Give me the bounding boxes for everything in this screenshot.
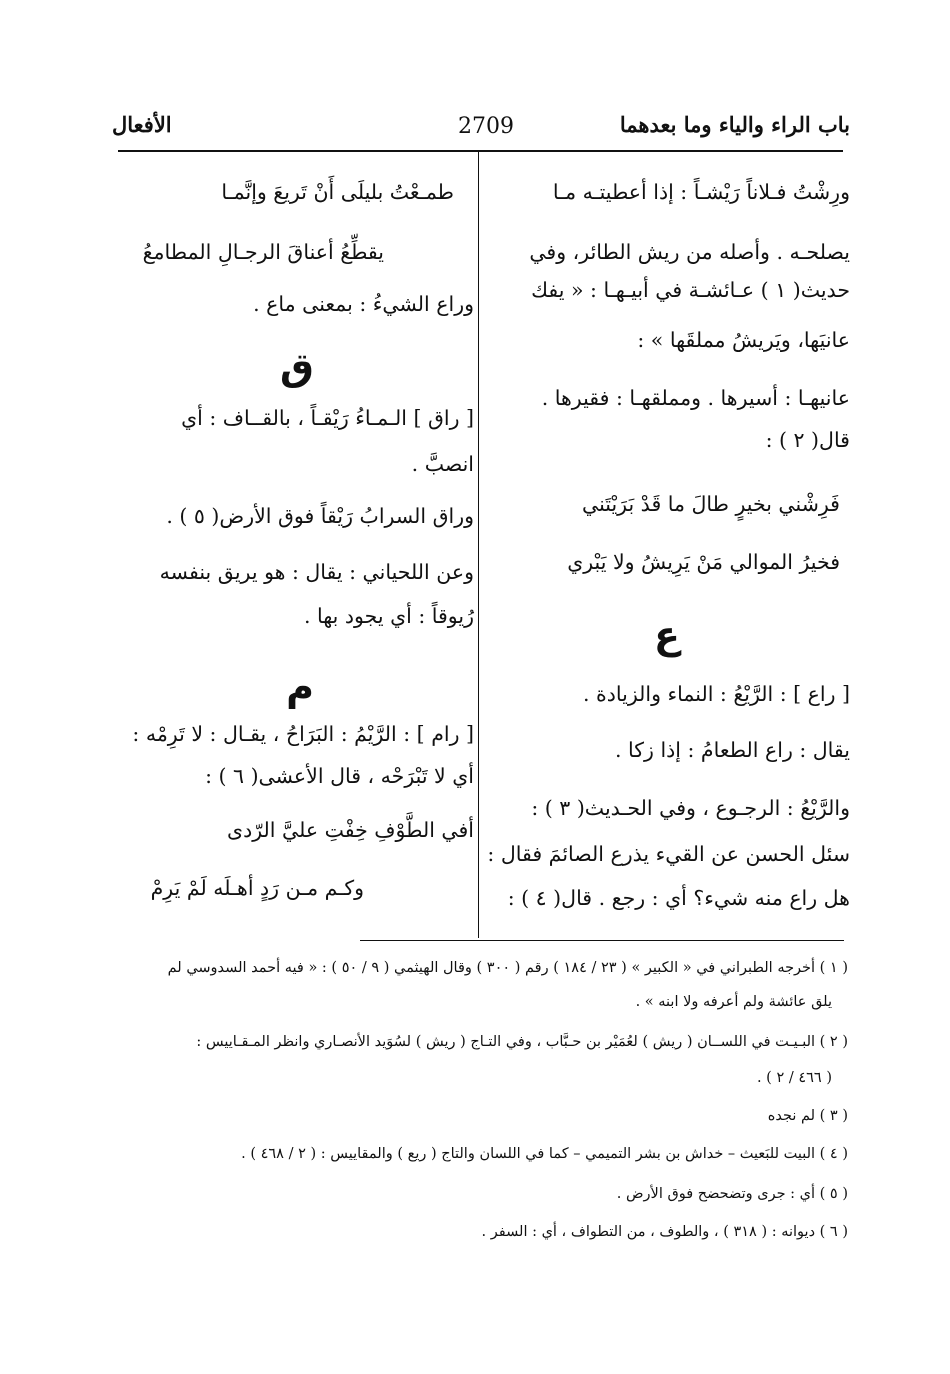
text-line: [ راع ] : الرَّيْعُ : النماء والزيادة . [583,682,850,706]
section-letter: ق [280,345,314,389]
page-number: 2709 [458,114,514,139]
footnote-rule [360,940,844,941]
footnote: ( ١ ) أخرجه الطبراني في « الكبير » ( ٢٣ / ١٨٤ ) رقم ( ٣٠٠ ) وقال الهيثمي ( ٩ / ٥٠ ) : « فيه أحمد السدوسي لم [167,960,848,976]
text-line: وراق السرابُ رَيْقاً فوق الأرض( ٥ ) . [166,504,474,528]
text-line: والرَّيْعُ : الرجـوع ، وفي الحـديث( ٣ ) : [531,796,850,820]
verse-line: طمـعْتُ بليلَى أَنْ تَريعَ وإنَّمـا [221,180,454,204]
text-line: قال( ٢ ) : [765,428,850,452]
verse-line: يقطِّعُ أعناقَ الرجـالِ المطامعُ [142,240,384,264]
footnote: ( ٦ ) ديوانه : ( ٣١٨ ) ، والطوف ، من التطواف ، أي : السفر . [481,1224,848,1240]
footnote: ( ٤٦٦ / ٢ ) . [756,1070,832,1086]
text-line: يصلحـه . وأصله من ريش الطائر، وفي [529,240,850,264]
header-rule [118,150,843,152]
text-line: عانيهـا : أسيرها . ومملقهـا : فقيرها . [541,386,850,410]
footnote: ( ٢ ) البـيـت في اللســان ( ريش ) لعُمَيْر بن حـبَّاب ، وفي التـاج ( ريش ) لسُوَيد الأنصـاري وانظر المـقـاييس : [196,1034,848,1050]
verse-line: وكـم مـن رَدٍ أهـلَه لَمْ يَرِمْ [150,876,364,900]
text-line: رُيوقاً : أي يجود بها . [303,604,474,628]
verse-line: أفي الطَّوْفِ خِفْتِ عليَّ الرّدى [227,818,474,842]
section-letter: ع [654,613,680,657]
column-divider [478,152,479,938]
text-line: انصبَّ . [411,452,474,476]
text-line: أي لا تَبْرَحْه ، قال الأعشى( ٦ ) : [205,764,474,788]
verse-line: فخيرُ الموالي مَنْ يَرِيشُ ولا يَبْري [567,550,840,574]
text-line: وعن اللحياني : يقال : هو يريق بنفسه [159,560,474,584]
text-line: [ راق ] الـمـاءُ رَيْقـاً ، بالقــاف : أي [181,406,474,430]
verse-line: فَرِشْني بخيرٍ طالَ ما قَدْ بَرَيْتَني [581,492,840,516]
text-line: يقال : راع الطعامُ : إذا زكا . [615,738,850,762]
text-line: وراع الشيءُ : بمعنى ماع . [253,292,474,316]
footnote: يلق عائشة ولم أعرفه ولا ابنه » . [635,994,832,1010]
footnote: ( ٤ ) البيت للبَعيث – خداش بن بشر التميمي – كما في اللسان والتاج ( ريع ) والمقاييس : ( ٢ / ٤٦٨ ) . [241,1146,848,1162]
footnote: ( ٣ ) لم نجده [767,1108,848,1124]
text-line: ورِشْتُ فـلاناً رَيْشـاً : إذا أعطيتـه مـا [552,180,850,204]
text-line: [ رام ] : الرَّيْمُ : البَرَاحُ ، يقـال : لا تَرِمْه : [132,722,474,746]
text-line: حديث( ١ ) عـائشـة في أبيـهـا : « يفك [531,278,850,302]
text-line: عانيَها، ويَريشُ مملقَها » : [637,328,850,352]
running-head-right: باب الراء والياء وما بعدهما [619,112,850,137]
text-line: هل راع منه شيء؟ أي : رجع . قال( ٤ ) : [507,886,850,910]
footnote: ( ٥ ) أي : جرى وتضحضح فوق الأرض . [616,1186,848,1202]
running-head-left: الأفعال [112,112,172,137]
section-letter: م [286,665,314,709]
text-line: سئل الحسن عن القيء يذرع الصائمَ فقال : [487,842,850,866]
